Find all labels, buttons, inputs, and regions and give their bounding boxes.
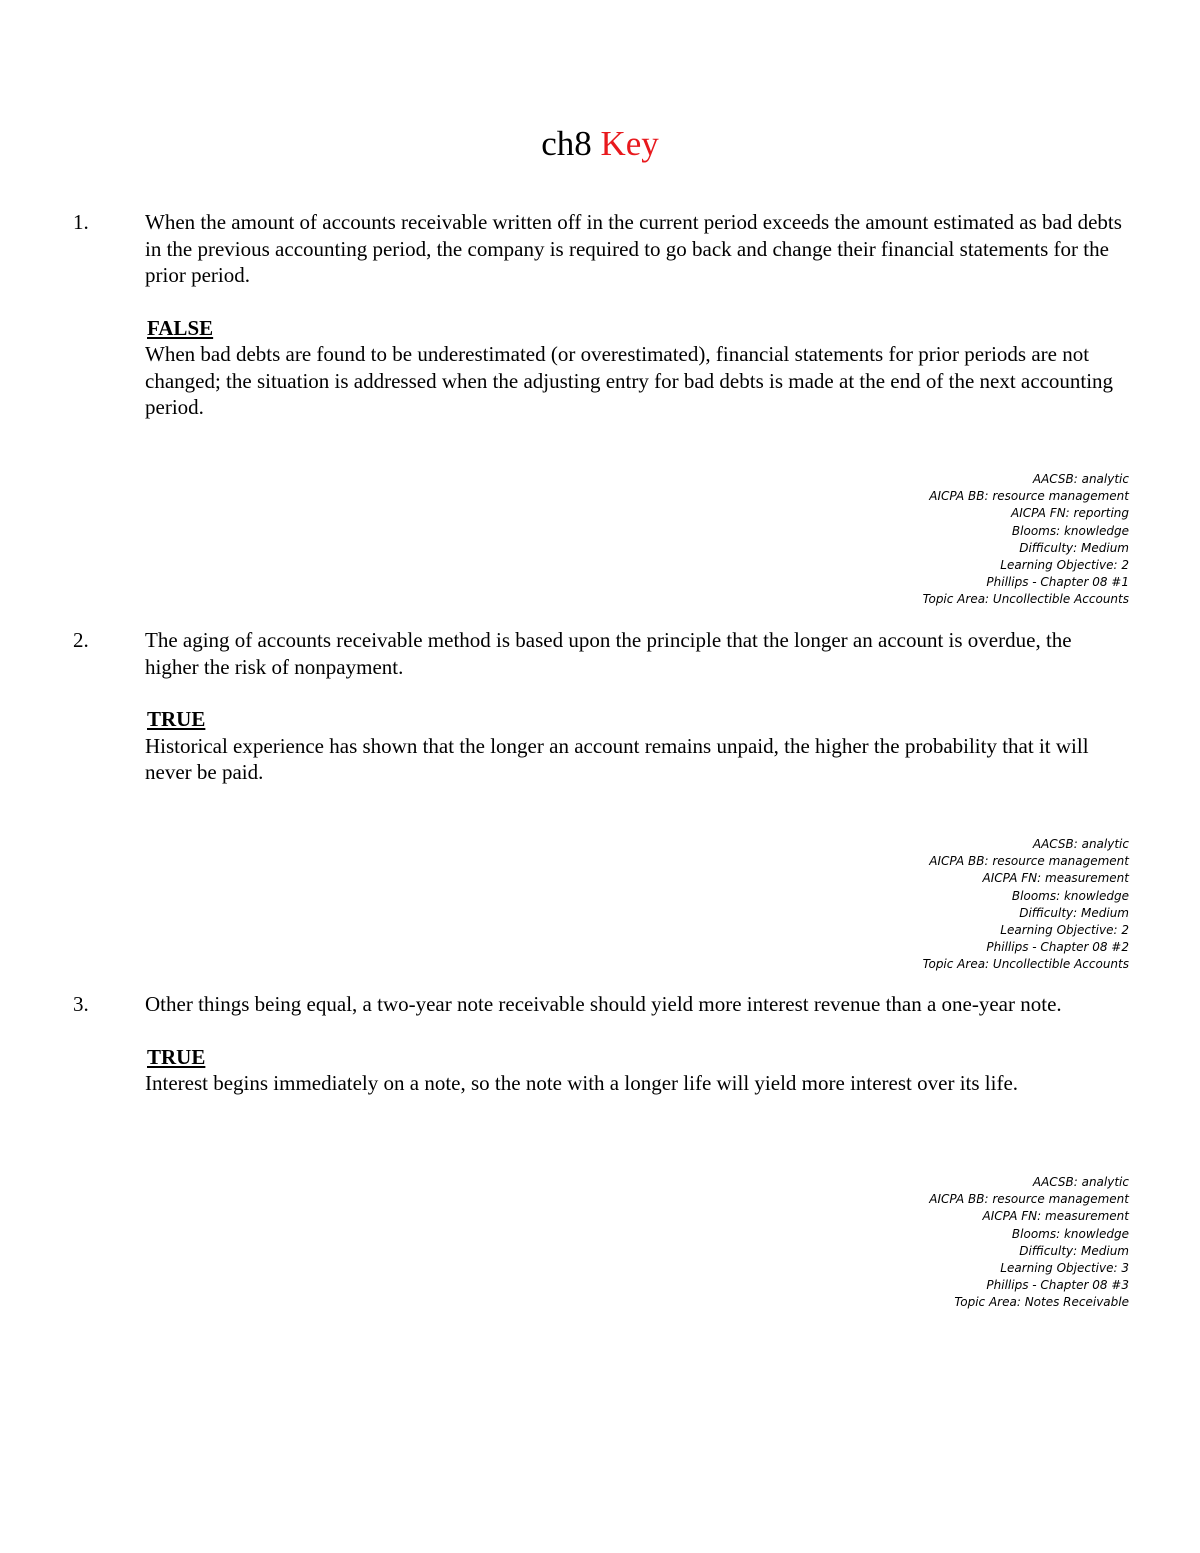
meta-reference: Phillips - Chapter 08 #3 [986,1278,1129,1293]
title-main: ch8 [541,124,592,163]
answer-label: TRUE [147,1044,206,1069]
question-number: 3. [73,992,89,1016]
question-text: The aging of accounts receivable method is based upon the principle that the longer an account is overdue, the higher the risk of nonpayment. [145,628,1072,679]
meta-learning-objective: Learning Objective: 3 [1000,1261,1129,1276]
meta-aicpa-fn: AICPA FN: measurement [982,871,1129,886]
meta-learning-objective: Learning Objective: 2 [1000,558,1129,573]
title-accent: Key [600,124,659,163]
meta-aacsb: AACSB: analytic [1032,837,1129,851]
meta-blooms: Blooms: knowledge [1011,888,1129,903]
meta-blooms: Blooms: knowledge [1011,1226,1129,1241]
meta-topic-area: Topic Area: Uncollectible Accounts [922,592,1129,607]
meta-reference: Phillips - Chapter 08 #2 [986,940,1129,955]
meta-difficulty: Difficulty: Medium [1019,540,1129,555]
page-title [0,122,1200,166]
question-text: Other things being equal, a two-year note receivable should yield more interest revenue than a one-year note. [145,992,1062,1016]
meta-aicpa-bb: AICPA BB: resource management [929,1192,1129,1207]
meta-topic-area: Topic Area: Notes Receivable [954,1295,1129,1310]
question-text: When the amount of accounts receivable written off in the current period exceeds the amount estimated as bad debts in the previous accounting period, the company is required to go back and change their financial statements for the prior period. [145,210,1122,287]
question-body [145,209,1130,421]
meta-aacsb: AACSB: analytic [1032,472,1129,486]
answer-explanation: Interest begins immediately on a note, so the note with a longer life will yield more interest over its life. [145,1071,1019,1095]
meta-difficulty: Difficulty: Medium [1019,905,1129,920]
meta-blooms: Blooms: knowledge [1011,523,1129,538]
question-body [145,627,1130,786]
meta-difficulty: Difficulty: Medium [1019,1243,1129,1258]
answer-explanation: Historical experience has shown that the longer an account remains unpaid, the higher the probability that it will never be paid. [145,733,1089,784]
question-number: 1. [73,210,89,234]
meta-aicpa-bb: AICPA BB: resource management [929,854,1129,869]
question-1-metadata [923,471,1129,609]
meta-topic-area: Topic Area: Uncollectible Accounts [922,957,1129,972]
meta-learning-objective: Learning Objective: 2 [1000,923,1129,938]
meta-aicpa-bb: AICPA BB: resource management [929,489,1129,504]
meta-aacsb: AACSB: analytic [1032,1175,1129,1189]
meta-aicpa-fn: AICPA FN: reporting [1011,506,1129,521]
answer-label: FALSE [147,315,214,340]
question-3-metadata [929,1174,1129,1312]
meta-aicpa-fn: AICPA FN: measurement [982,1209,1129,1224]
question-body [145,991,1130,1097]
answer-explanation: When bad debts are found to be underestimated (or overestimated), financial statements for prior periods are not changed; the situation is addressed when the adjusting entry for bad debts is made at the end of the next accounting period. [145,342,1114,419]
question-2-metadata [923,836,1129,974]
answer-label: TRUE [147,707,206,731]
question-number: 2. [73,628,89,652]
meta-reference: Phillips - Chapter 08 #1 [986,575,1129,590]
